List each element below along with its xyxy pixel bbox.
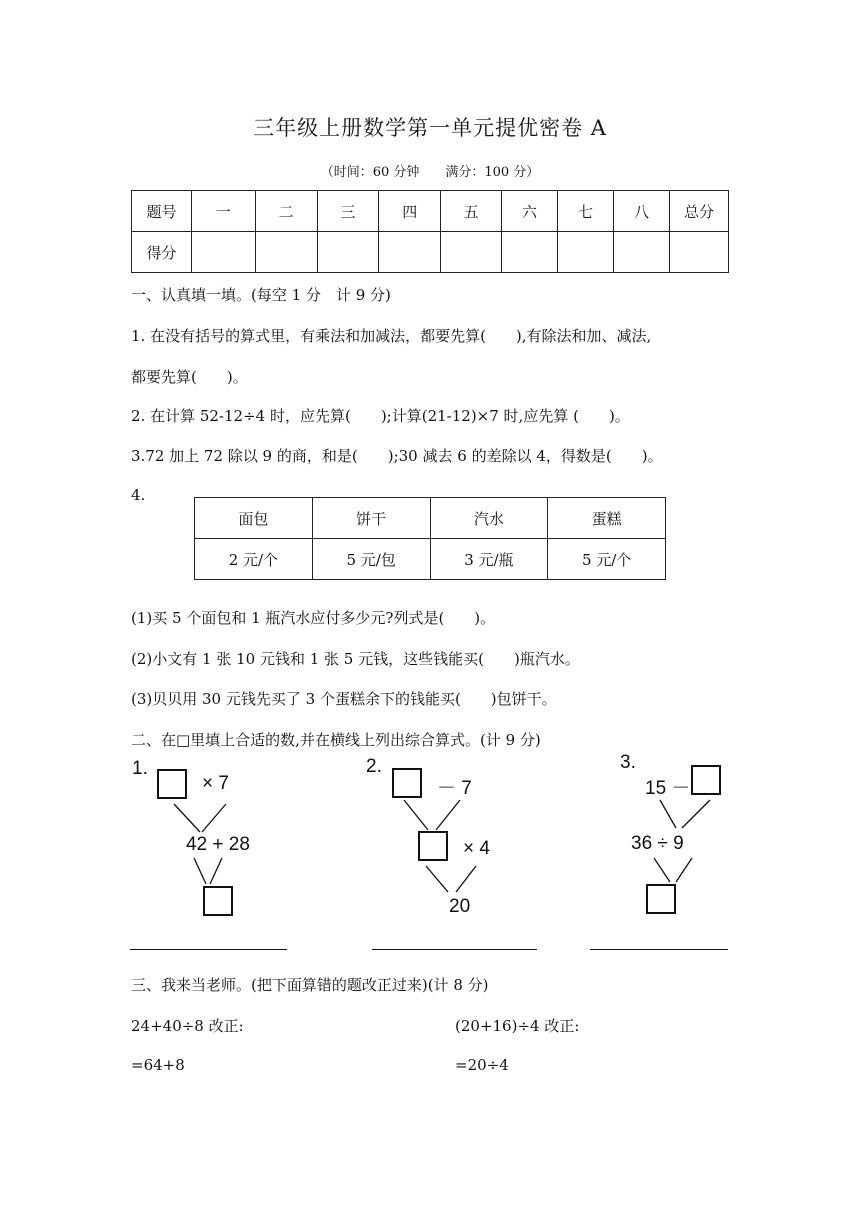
question-4-label: 4.	[131, 486, 146, 504]
score-table-score-row	[132, 232, 729, 273]
exam-info: （时间：60 分钟 满分：100 分）	[320, 165, 540, 180]
table-cell: 5 元/包	[312, 539, 430, 580]
price-table	[194, 497, 666, 580]
answer-box[interactable]	[203, 886, 233, 916]
table-cell: 2 元/个	[195, 539, 313, 580]
question-4-3: (3)贝贝用 30 元钱先买了 3 个蛋糕余下的钱能买( )包饼干。	[131, 690, 557, 708]
diagram-2-number: 2.	[366, 756, 382, 777]
score-cell[interactable]	[441, 232, 502, 273]
table-cell: 汽水	[430, 498, 548, 539]
section1-heading: 一、认真填一填。(每空 1 分 计 9 分)	[131, 286, 391, 304]
score-cell[interactable]	[670, 232, 729, 273]
score-cell[interactable]	[614, 232, 670, 273]
price-table-prices-row	[195, 539, 666, 580]
diagram-1-mid-text: 42 + 28	[186, 834, 250, 855]
score-cell[interactable]	[558, 232, 614, 273]
answer-line[interactable]	[590, 949, 728, 950]
left-problem: 24+40÷8 改正:	[131, 1017, 244, 1035]
table-cell: 三	[317, 191, 379, 232]
table-cell: 饼干	[312, 498, 430, 539]
table-cell: 总分	[670, 191, 729, 232]
answer-box[interactable]	[392, 768, 422, 798]
table-cell: 蛋糕	[548, 498, 666, 539]
table-cell: 二	[255, 191, 317, 232]
question-1-line-2: 都要先算( )。	[131, 368, 248, 386]
diagram-3-top-text: 15 －	[645, 778, 691, 799]
table-cell: 面包	[195, 498, 313, 539]
score-cell[interactable]	[191, 232, 255, 273]
table-cell: 八	[614, 191, 670, 232]
right-problem: (20+16)÷4 改正:	[455, 1017, 580, 1035]
table-cell: 得分	[132, 232, 192, 273]
right-step: =20÷4	[455, 1056, 509, 1074]
diagram-3-number: 3.	[620, 752, 636, 773]
question-1-line-1: 1. 在没有括号的算式里，有乘法和加减法，都要先算( ),有除法和加、减法,	[131, 327, 652, 345]
page-title: 三年级上册数学第一单元提优密卷 A	[253, 116, 607, 140]
table-cell: 3 元/瓶	[430, 539, 548, 580]
answer-line[interactable]	[130, 949, 287, 950]
table-cell: 题号	[132, 191, 192, 232]
score-cell[interactable]	[502, 232, 558, 273]
diagram-3-mid-text: 36 ÷ 9	[631, 833, 684, 854]
answer-box[interactable]	[646, 884, 676, 914]
score-table	[131, 190, 729, 273]
score-cell[interactable]	[255, 232, 317, 273]
answer-box[interactable]	[157, 769, 187, 799]
question-4-2: (2)小文有 1 张 10 元钱和 1 张 5 元钱，这些钱能买( )瓶汽水。	[131, 650, 580, 668]
question-3: 3.72 加上 72 除以 9 的商，和是( );30 减去 6 的差除以 4，得数是( )。	[131, 447, 663, 465]
score-cell[interactable]	[379, 232, 441, 273]
question-2: 2. 在计算 52-12÷4 时，应先算( );计算(21-12)×7 时,应先算 ( )。	[131, 407, 630, 425]
score-cell[interactable]	[317, 232, 379, 273]
price-table-items-row	[195, 498, 666, 539]
answer-box[interactable]	[418, 831, 448, 861]
diagram-1-top-text: × 7	[202, 773, 229, 794]
table-cell: 四	[379, 191, 441, 232]
section3-heading: 三、我来当老师。(把下面算错的题改正过来)(计 8 分)	[131, 976, 489, 994]
score-table-header-row	[132, 191, 729, 232]
diagram-2-top-text: － 7	[437, 778, 472, 799]
left-step: =64+8	[131, 1056, 185, 1074]
question-4-1: (1)买 5 个面包和 1 瓶汽水应付多少元?列式是( )。	[131, 609, 496, 627]
answer-box[interactable]	[691, 765, 721, 795]
table-cell: 七	[558, 191, 614, 232]
diagram-2-bottom-text: 20	[449, 896, 471, 917]
table-cell: 一	[191, 191, 255, 232]
diagram-2-mid-text: × 4	[463, 838, 490, 859]
table-cell: 五	[441, 191, 502, 232]
diagram-1-number: 1.	[132, 758, 148, 779]
answer-line[interactable]	[372, 949, 537, 950]
table-cell: 5 元/个	[548, 539, 666, 580]
table-cell: 六	[502, 191, 558, 232]
section2-heading: 二、在□里填上合适的数,并在横线上列出综合算式。(计 9 分)	[131, 731, 541, 749]
